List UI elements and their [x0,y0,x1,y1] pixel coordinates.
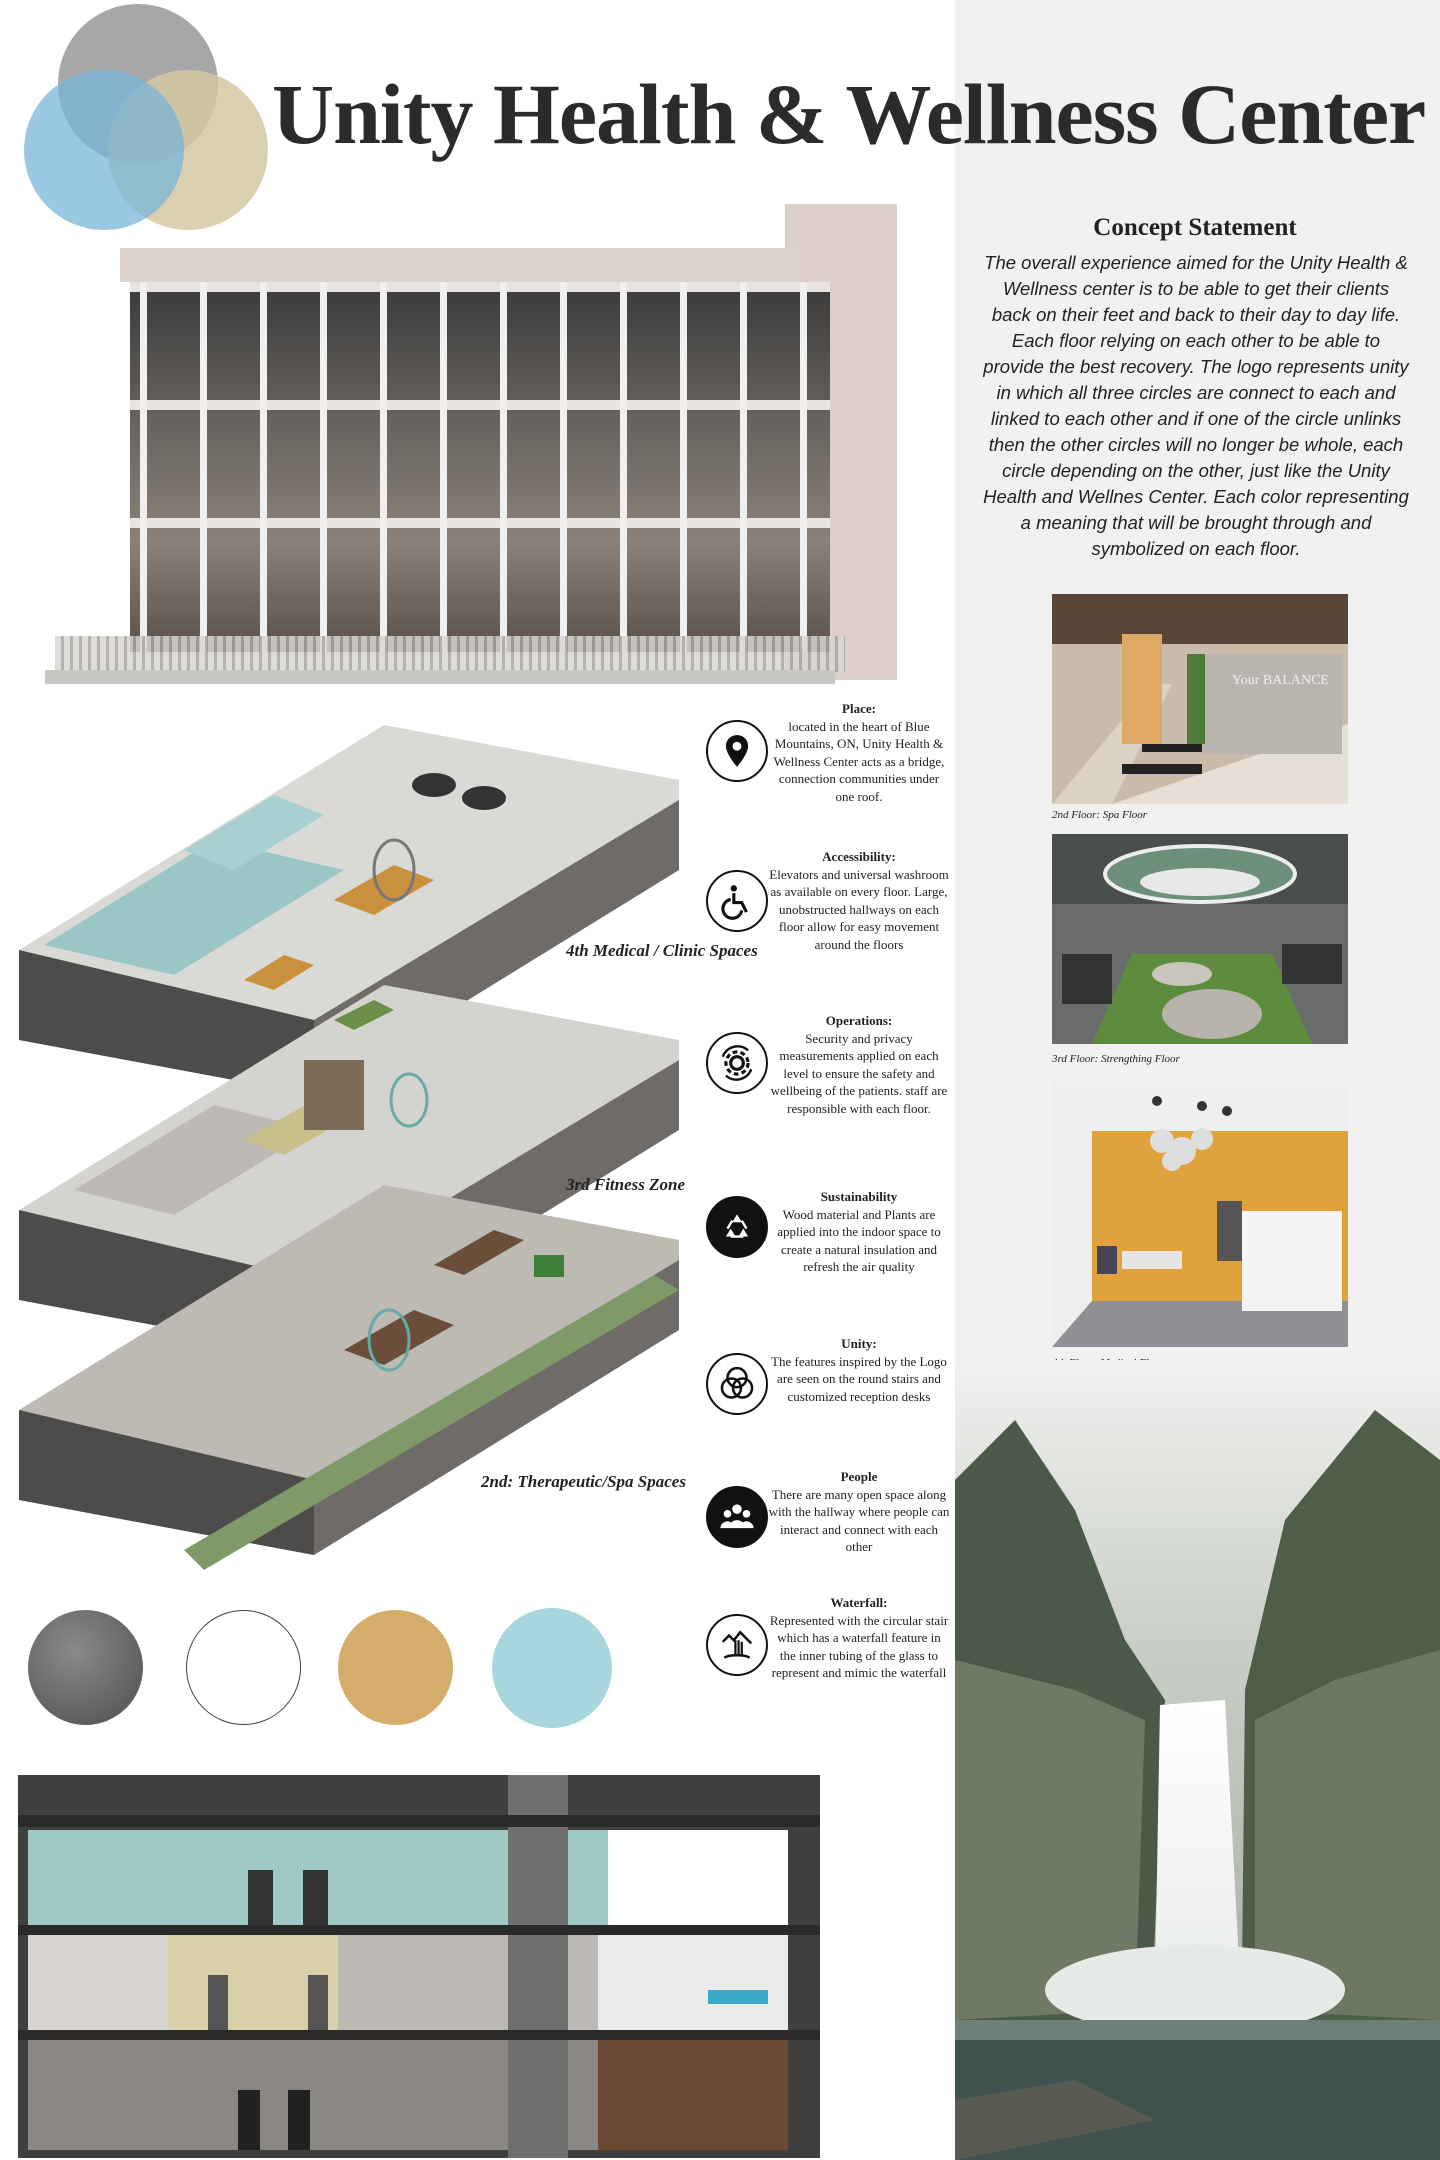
facade-mullion [320,282,327,652]
building-base [45,670,835,684]
floor-label-3rd: 3rd Fitness Zone [566,1175,686,1194]
facade-mullion [200,282,207,652]
color-swatch-gray [28,1610,143,1725]
building-floor-slab [130,518,830,528]
facade-mullion [740,282,747,652]
building-deck-railing [55,636,845,672]
location-pin-icon [706,720,768,782]
building-floor-slab [130,400,830,410]
three-circles-icon [706,1353,768,1415]
caption-strengthening-floor: 3rd Floor: Strengthing Floor [1052,1053,1180,1065]
feature-waterfall-text: Waterfall: Represented with the circular stair which has a waterfall feature in the inner tubing of the glass to represent and mimic the waterfall [769,1595,949,1680]
feature-accessibility-text: Accessibility: Elevators and universal washroom as available on every floor. Large, unobstructed hallways on each floor allow for easy movement around the floors [769,849,949,952]
concept-body: The overall experience aimed for the Unity Health & Wellness center is to be able to get their clients back on their feet and back to their day to day life. Each floor relying on each other to be able to provide the best recovery. The logo represents unity in which all three circles are connect to each and linked to each other and if one of the circle unlinks then the other circles will no longer be whole, each circle depending on the other, just like the Unity Health and Wellnes Center. Each color representing a meaning that will be brought through and symbolized on each floor. [983,252,1409,559]
color-swatch-gold [338,1610,453,1725]
facade-mullion [620,282,627,652]
building-elevation-render [40,200,900,690]
caption-spa-floor: 2nd Floor: Spa Floor [1052,809,1148,821]
building-glazed-facade [130,282,830,652]
people-group-icon [706,1486,768,1548]
spa-wall-sign: Your BALANCE [1232,673,1329,688]
building-floor-slab [130,282,830,292]
feature-place-text: Place: located in the heart of Blue Mountains, ON, Unity Health & Wellness Center acts as a bridge, connection communities under one roof. [773,701,945,804]
facade-mullion [680,282,687,652]
spa-floor-photo [1052,594,1348,804]
waterfall-icon [706,1614,768,1676]
strengthening-floor-photo [1052,834,1348,1044]
facade-mullion [380,282,387,652]
building-section-drawing [18,1775,820,2158]
recycle-icon [706,1196,768,1258]
color-swatch-white [186,1610,301,1725]
color-swatch-light-blue [492,1608,612,1728]
feature-sustainability-text: Sustainability Wood material and Plants are applied into the indoor space to create a natural insulation and refresh the air quality [777,1189,941,1274]
facade-mullion [800,282,807,652]
facade-mullion [500,282,507,652]
medical-floor-photo [1052,1081,1348,1347]
facade-mullion [260,282,267,652]
facade-mullion [140,282,147,652]
wheelchair-icon [706,870,768,932]
feature-unity-text: Unity: The features inspired by the Logo are seen on the round stairs and customized reception desks [771,1336,947,1404]
facade-mullion [440,282,447,652]
facade-mullion [560,282,567,652]
concept-heading: Concept Statement [1093,214,1297,241]
building-roof [120,248,800,282]
waterfall-image [955,1360,1440,2160]
floor-label-2nd: 2nd: Therapeutic/Spa Spaces [481,1472,686,1491]
poster-title: Unity Health & Wellness Center [272,66,1426,162]
feature-people-text: People There are many open space along with the hallway where people can interact and connect with each other [768,1469,950,1554]
feature-operations-text: Operations: Security and privacy measurements applied on each level to ensure the safety and wellbeing of the patients. staff are responsible with each floor. [770,1013,948,1116]
floor-label-4th: 4th Medical / Clinic Spaces [566,941,758,960]
axonometric-floor-plans [14,720,694,1580]
gear-cycle-icon [706,1032,768,1094]
